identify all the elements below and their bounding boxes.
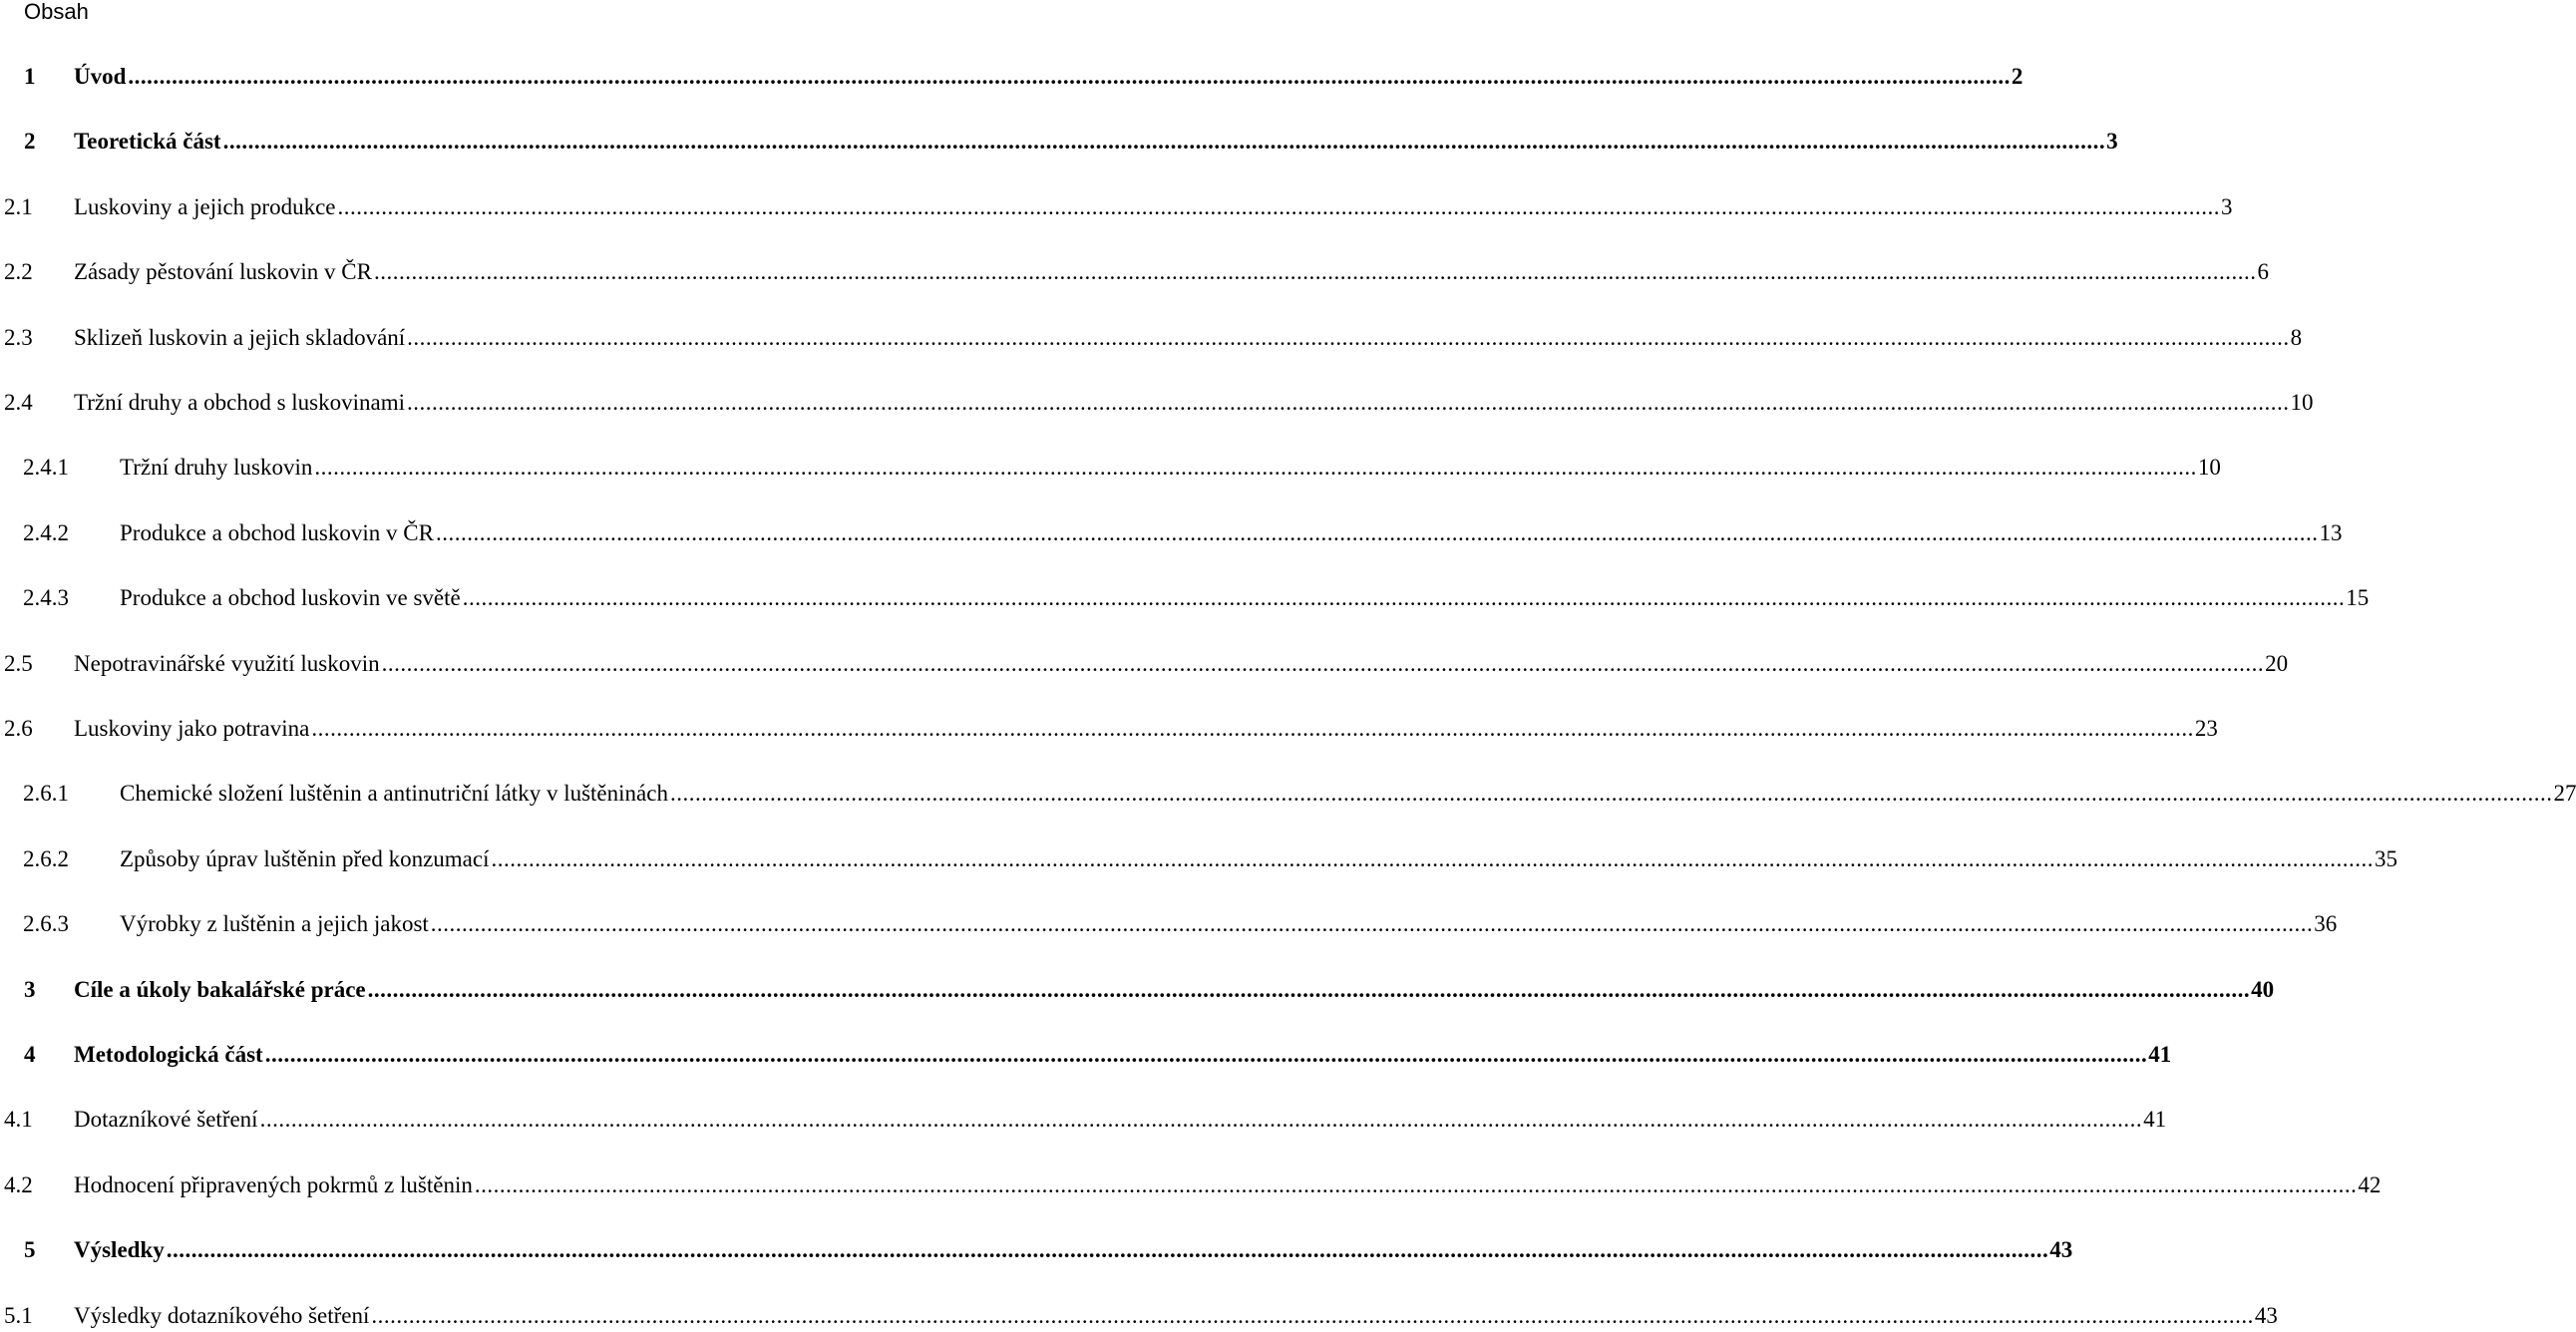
toc-entry-title: Tržní druhy a obchod s luskovinami (74, 390, 405, 415)
toc-leader-dots: .............................................................................................................................................................................................................................................................................................................. (337, 193, 2221, 219)
toc-entry[interactable] (0, 648, 2289, 680)
toc-entry[interactable] (0, 61, 2024, 93)
toc-entry-number: 2.6.2 (23, 845, 69, 871)
toc-entry-number: 3 (24, 976, 36, 1002)
toc-entry-title: Luskoviny a jejich produkce (74, 193, 336, 219)
toc-entry-title: Produkce a obchod luskovin v ČR (120, 519, 434, 545)
toc-leader-dots: .............................................................................................................................................................................................................................................................................................................. (407, 390, 2290, 415)
toc-entry[interactable] (0, 1300, 2278, 1332)
toc-leader-dots: .............................................................................................................................................................................................................................................................................................................. (311, 716, 2194, 741)
toc-entry[interactable] (0, 778, 2576, 810)
toc-entry[interactable] (0, 256, 2269, 288)
toc-entry-number: 2.1 (4, 193, 33, 219)
toc-entry-page-number: 36 (2314, 911, 2338, 937)
toc-entry[interactable] (0, 713, 2218, 745)
toc-entry-page-number: 15 (2346, 585, 2370, 611)
toc-entry-title: Sklizeň luskovin a jejich skladování (74, 324, 406, 350)
toc-entry-title: Dotazníkové šetření (74, 1107, 258, 1133)
toc-leader-dots: .............................................................................................................................................................................................................................................................................................................. (373, 259, 2257, 285)
toc-entry-number: 2.4.2 (23, 519, 69, 545)
toc-leader-dots: .............................................................................................................................................................................................................................................................................................................. (371, 1302, 2254, 1328)
toc-entry-title: Výrobky z luštěnin a jejich jakost (120, 911, 429, 937)
toc-entry-number: 2.3 (4, 324, 33, 350)
toc-entry[interactable] (0, 908, 2338, 940)
toc-entry-number: 2.2 (4, 259, 33, 285)
toc-entry-number: 4.2 (4, 1171, 33, 1197)
toc-entry-page-number: 41 (2143, 1107, 2167, 1133)
toc-entry-page-number: 40 (2251, 976, 2275, 1002)
toc-entry[interactable] (0, 1039, 2172, 1071)
toc-entry-number: 2.6 (4, 716, 33, 741)
toc-leader-dots: .............................................................................................................................................................................................................................................................................................................. (128, 64, 2011, 89)
toc-entry-title: Produkce a obchod luskovin ve světě (120, 585, 461, 611)
toc-entry-page-number: 23 (2194, 716, 2218, 741)
toc-entry-title: Tržní druhy luskovin (120, 455, 313, 481)
toc-leader-dots: .............................................................................................................................................................................................................................................................................................................. (669, 781, 2553, 807)
toc-entry[interactable] (0, 974, 2275, 1006)
toc-entry-number: 2.5 (4, 650, 33, 676)
toc-entry-number: 2.6.3 (23, 911, 69, 937)
toc-leader-dots: .............................................................................................................................................................................................................................................................................................................. (430, 911, 2314, 937)
toc-entry-page-number: 35 (2374, 845, 2397, 871)
toc-entry-title: Způsoby úprav luštěnin před konzumací (120, 845, 490, 871)
toc-entry[interactable] (0, 1104, 2167, 1136)
toc-entry-page-number: 2 (2011, 64, 2024, 89)
toc-entry[interactable] (0, 1234, 2073, 1266)
toc-leader-dots: .............................................................................................................................................................................................................................................................................................................. (474, 1171, 2358, 1197)
toc-entry[interactable] (0, 582, 2370, 614)
toc-entry-page-number: 27 (2553, 781, 2576, 807)
toc-leader-dots: .............................................................................................................................................................................................................................................................................................................. (314, 455, 2197, 481)
toc-entry[interactable] (0, 1169, 2382, 1201)
toc-leader-dots: .............................................................................................................................................................................................................................................................................................................. (435, 519, 2319, 545)
toc-leader-dots: .............................................................................................................................................................................................................................................................................................................. (264, 1042, 2148, 1067)
toc-entry-number: 4 (24, 1042, 36, 1067)
toc-entry-title: Metodologická část (74, 1042, 263, 1067)
toc-entry-title: Výsledky (74, 1237, 165, 1263)
toc-entry-number: 5 (24, 1237, 36, 1263)
toc-entry-title: Zásady pěstování luskovin v ČR (74, 259, 372, 285)
toc-leader-dots: .............................................................................................................................................................................................................................................................................................................. (491, 845, 2374, 871)
toc-entry-title: Hodnocení připravených pokrmů z luštěnin (74, 1171, 473, 1197)
toc-entry[interactable] (0, 452, 2221, 484)
toc-leader-dots: .............................................................................................................................................................................................................................................................................................................. (166, 1237, 2049, 1263)
toc-entry-title: Výsledky dotazníkového šetření (74, 1302, 370, 1328)
toc-entry-page-number: 42 (2358, 1171, 2382, 1197)
toc-entry-number: 2 (24, 129, 36, 155)
toc-leader-dots: .............................................................................................................................................................................................................................................................................................................. (381, 650, 2265, 676)
toc-entry-number: 5.1 (4, 1302, 33, 1328)
toc-entry-title: Teoretická část (74, 129, 221, 155)
toc-leader-dots: .............................................................................................................................................................................................................................................................................................................. (407, 324, 2290, 350)
toc-entry-page-number: 43 (2254, 1302, 2278, 1328)
toc-entry-page-number: 41 (2148, 1042, 2172, 1067)
toc-entry-page-number: 13 (2319, 519, 2343, 545)
toc-entry-title: Chemické složení luštěnin a antinutriční látky v luštěninách (120, 781, 668, 807)
toc-entry-page-number: 3 (2221, 193, 2233, 219)
toc-entry-page-number: 3 (2106, 129, 2118, 155)
toc-leader-dots: .............................................................................................................................................................................................................................................................................................................. (462, 585, 2346, 611)
toc-entry-number: 2.4.3 (23, 585, 69, 611)
toc-entry-number: 4.1 (4, 1107, 33, 1133)
toc-entry[interactable] (0, 843, 2397, 875)
toc-entry-page-number: 10 (2290, 390, 2314, 415)
toc-entry-page-number: 10 (2197, 455, 2221, 481)
toc-entry[interactable] (0, 387, 2314, 419)
toc-leader-dots: .............................................................................................................................................................................................................................................................................................................. (259, 1107, 2143, 1133)
toc-entry-title: Luskoviny jako potravina (74, 716, 310, 741)
toc-leader-dots: .............................................................................................................................................................................................................................................................................................................. (222, 129, 2106, 155)
toc-entry-number: 2.4.1 (23, 455, 69, 481)
toc-leader-dots: .............................................................................................................................................................................................................................................................................................................. (367, 976, 2251, 1002)
toc-entry-page-number: 20 (2265, 650, 2289, 676)
toc-entry[interactable] (0, 191, 2233, 223)
toc-entry-page-number: 8 (2290, 324, 2303, 350)
toc-heading: Obsah (24, 0, 89, 24)
toc-entry[interactable] (0, 322, 2303, 354)
toc-entry[interactable] (0, 517, 2343, 549)
toc-entry-number: 1 (24, 64, 36, 89)
toc-entry-title: Úvod (74, 64, 127, 89)
toc-entry-number: 2.6.1 (23, 781, 69, 807)
toc-entry-number: 2.4 (4, 390, 33, 415)
toc-entry-title: Cíle a úkoly bakalářské práce (74, 976, 366, 1002)
toc-entry-page-number: 43 (2049, 1237, 2073, 1263)
toc-entry-page-number: 6 (2257, 259, 2269, 285)
toc-entry-title: Nepotravinářské využití luskovin (74, 650, 380, 676)
toc-entry[interactable] (0, 126, 2118, 158)
